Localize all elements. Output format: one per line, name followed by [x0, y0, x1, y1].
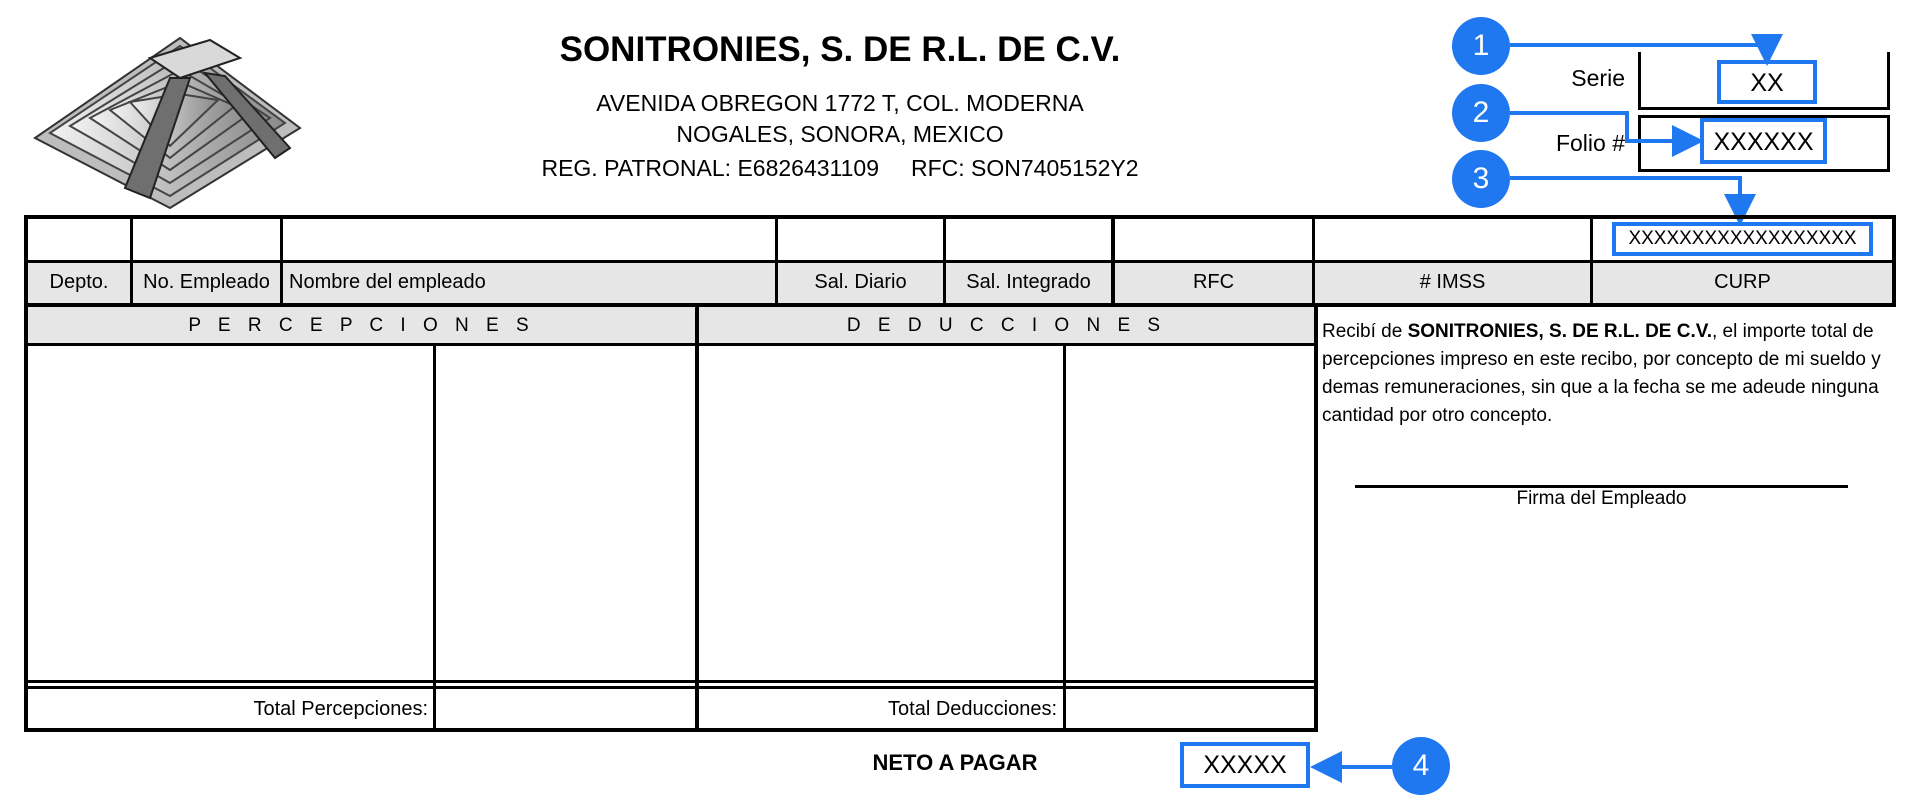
receipt-body: , el importe total de percepciones impreso en este recibo, por concepto de mi sueldo y demas remuneraciones, sin que a la fecha se me adeude ninguna cantidad por otro concepto.: [1322, 321, 1881, 426]
neto-label: NETO A PAGAR: [872, 750, 1038, 775]
col-no-empleado: No. Empleado: [143, 271, 270, 293]
address-line-2: NOGALES, SONORA, MEXICO: [676, 121, 1004, 147]
callout-2: 2: [1452, 84, 1510, 142]
receipt-company: SONITRONIES, S. DE R.L. DE C.V.: [1407, 321, 1712, 342]
percepciones-title: P E R C E P C I O N E S: [188, 315, 535, 336]
col-rfc: RFC: [1192, 271, 1235, 293]
rfc-label: RFC:: [910, 155, 965, 181]
percepciones-deducciones-table: [24, 303, 1318, 732]
reg-patronal-label: REG. PATRONAL:: [541, 155, 732, 181]
rfc-value: SON7405152Y2: [971, 155, 1139, 181]
curp-field[interactable]: XXXXXXXXXXXXXXXXXX: [1612, 222, 1873, 256]
folio-label: Folio #: [1555, 130, 1625, 156]
col-curp: CURP: [1714, 271, 1771, 293]
col-sal-diario: Sal. Diario: [814, 271, 907, 293]
signature-label: Firma del Empleado: [1516, 488, 1687, 509]
serie-label: Serie: [1571, 65, 1625, 91]
col-imss: # IMSS: [1419, 271, 1486, 293]
deducciones-title: D E D U C C I O N E S: [846, 315, 1167, 336]
address-line-1: AVENIDA OBREGON 1772 T, COL. MODERNA: [596, 90, 1084, 116]
col-sal-integrado: Sal. Integrado: [966, 271, 1091, 293]
col-depto: Depto.: [49, 271, 109, 293]
total-percepciones-label: Total Percepciones:: [253, 698, 428, 720]
folio-field[interactable]: XXXXXX: [1700, 118, 1827, 164]
serie-field[interactable]: XX: [1717, 60, 1817, 104]
total-deducciones-label: Total Deducciones:: [888, 698, 1057, 720]
callout-4: 4: [1392, 737, 1450, 795]
reg-patronal-value: E6826431109: [737, 155, 879, 181]
callout-1: 1: [1452, 17, 1510, 75]
receipt-text: [1322, 318, 1887, 430]
company-name: SONITRONIES, S. DE R.L. DE C.V.: [559, 30, 1121, 69]
col-nombre: Nombre del empleado: [289, 271, 486, 293]
receipt-prefix: Recibí de: [1322, 321, 1403, 342]
neto-field[interactable]: XXXXX: [1180, 742, 1310, 788]
callout-3: 3: [1452, 150, 1510, 208]
